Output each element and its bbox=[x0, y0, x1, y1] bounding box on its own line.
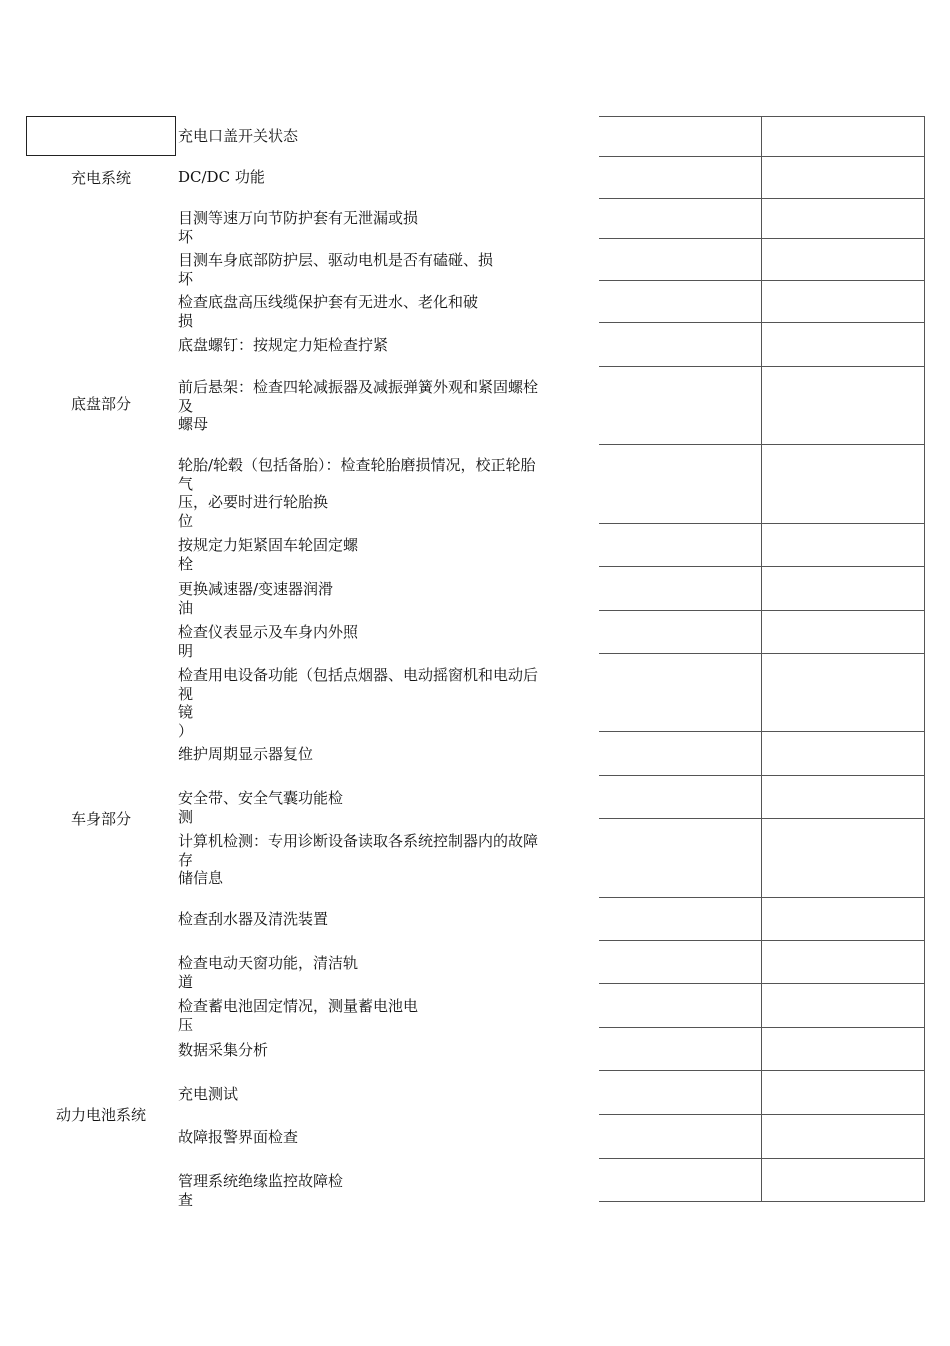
category-chassis: 底盘部分 bbox=[70, 395, 131, 413]
blank-header-box bbox=[26, 116, 176, 156]
table-row bbox=[599, 731, 925, 776]
list-item: 安全带、安全气囊功能检 测 bbox=[178, 789, 344, 826]
list-item: 检查用电设备功能（包括点烟器、电动摇窗机和电动后 视 镜 ） bbox=[178, 666, 539, 740]
column-divider bbox=[761, 239, 762, 280]
table-row bbox=[599, 1114, 925, 1159]
list-item: 检查电动天窗功能，清洁轨 道 bbox=[178, 954, 359, 991]
column-divider bbox=[761, 199, 762, 238]
column-divider bbox=[761, 157, 762, 198]
table-row bbox=[599, 775, 925, 819]
column-divider bbox=[761, 323, 762, 366]
category-body: 车身部分 bbox=[70, 810, 131, 828]
column-divider bbox=[761, 611, 762, 653]
column-divider bbox=[761, 1159, 762, 1201]
column-divider bbox=[761, 524, 762, 566]
list-item: DC/DC 功能 bbox=[178, 168, 265, 186]
table-row bbox=[599, 653, 925, 732]
table-row bbox=[599, 818, 925, 898]
table-row bbox=[599, 322, 925, 367]
table-row bbox=[599, 198, 925, 239]
table-row bbox=[599, 156, 925, 199]
list-item: 计算机检测：专用诊断设备读取各系统控制器内的故障 存 储信息 bbox=[178, 832, 539, 887]
column-divider bbox=[761, 654, 762, 731]
list-item: 维护周期显示器复位 bbox=[178, 745, 314, 763]
list-item: 检查仪表显示及车身内外照 明 bbox=[178, 623, 359, 660]
list-item: 充电测试 bbox=[178, 1085, 239, 1103]
list-item: 按规定力矩紧固车轮固定螺 栓 bbox=[178, 536, 359, 573]
column-divider bbox=[761, 1071, 762, 1114]
column-divider bbox=[761, 776, 762, 818]
list-item: 充电口盖开关状态 bbox=[178, 127, 299, 145]
list-item: 检查底盘高压线缆保护套有无进水、老化和破 损 bbox=[178, 293, 479, 330]
column-divider bbox=[761, 117, 762, 156]
column-divider bbox=[761, 567, 762, 610]
list-item: 管理系统绝缘监控故障检 查 bbox=[178, 1172, 344, 1209]
table-row bbox=[599, 1070, 925, 1115]
table-row bbox=[599, 983, 925, 1028]
category-charging: 充电系统 bbox=[70, 169, 131, 187]
column-divider bbox=[761, 898, 762, 940]
column-divider bbox=[761, 1115, 762, 1158]
list-item: 数据采集分析 bbox=[178, 1041, 269, 1059]
table-row bbox=[599, 1027, 925, 1071]
list-item: 检查刮水器及清洗装置 bbox=[178, 910, 329, 928]
table-row bbox=[599, 116, 925, 157]
column-divider bbox=[761, 732, 762, 775]
column-divider bbox=[761, 445, 762, 523]
table-row bbox=[599, 366, 925, 445]
list-item: 检查蓄电池固定情况，测量蓄电池电 压 bbox=[178, 997, 419, 1034]
column-divider bbox=[761, 367, 762, 444]
table-row bbox=[599, 940, 925, 984]
table-row bbox=[599, 566, 925, 611]
table-row bbox=[599, 444, 925, 524]
category-battery: 动力电池系统 bbox=[55, 1106, 146, 1124]
list-item: 故障报警界面检查 bbox=[178, 1128, 299, 1146]
list-item: 目测车身底部防护层、驱动电机是否有磕碰、损 坏 bbox=[178, 251, 494, 288]
column-divider bbox=[761, 984, 762, 1027]
column-divider bbox=[761, 281, 762, 322]
list-item: 底盘螺钉：按规定力矩检查拧紧 bbox=[178, 336, 389, 354]
table-row bbox=[599, 610, 925, 654]
table-row bbox=[599, 238, 925, 281]
table-row bbox=[599, 1158, 925, 1202]
column-divider bbox=[761, 1028, 762, 1070]
list-item: 更换减速器/变速器润滑 油 bbox=[178, 580, 334, 617]
column-divider bbox=[761, 941, 762, 983]
table-row bbox=[599, 897, 925, 941]
list-item: 目测等速万向节防护套有无泄漏或损 坏 bbox=[178, 209, 419, 246]
table-row bbox=[599, 523, 925, 567]
table-row bbox=[599, 280, 925, 323]
column-divider bbox=[761, 819, 762, 897]
list-item: 轮胎/轮毂（包括备胎）：检查轮胎磨损情况，校正轮胎 气 压，必要时进行轮胎换 位 bbox=[178, 456, 536, 530]
list-item: 前后悬架：检查四轮减振器及减振弹簧外观和紧固螺栓 及 螺母 bbox=[178, 378, 539, 433]
